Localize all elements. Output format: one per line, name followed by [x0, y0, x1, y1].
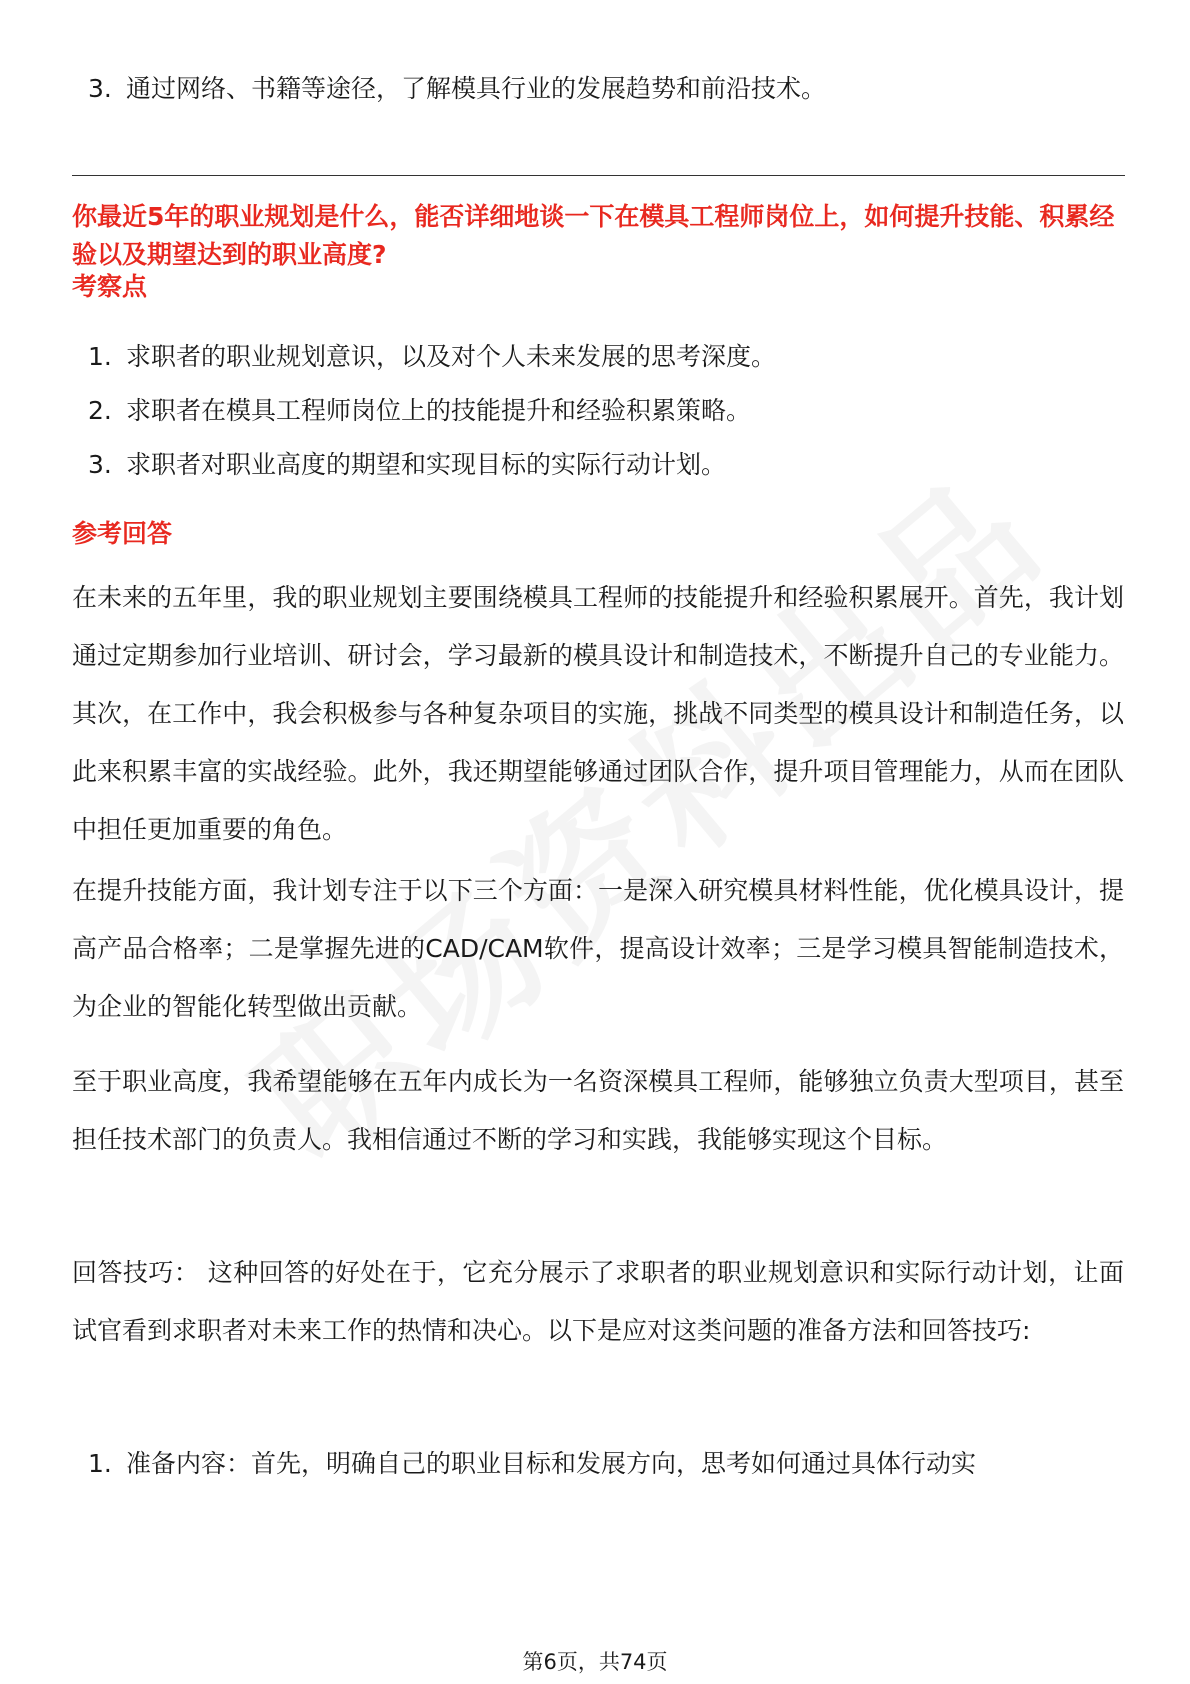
list-text: 求职者对职业高度的期望和实现目标的实际行动计划。 [126, 450, 727, 479]
answer-paragraph: 在未来的五年里，我的职业规划主要围绕模具工程师的技能提升和经验积累展开。首先，我计划通过定期参加行业培训、研讨会，学习最新的模具设计和制造技术，不断提升自己的专业能力。其次，在工作中，我会积极参与各种复杂项目的实施，挑战不同类型的模具设计和制造任务，以此来积累丰富的实战经验。此外，我还期望能够通过团队合作，提升项目管理能力，从而在团队中担任更加重要的角色。 [72, 583, 1124, 844]
question-heading: 你最近5年的职业规划是什么，能否详细地谈一下在模具工程师岗位上，如何提升技能、积累经验以及期望达到的职业高度? [72, 202, 1115, 269]
tips-paragraph: 回答技巧： 这种回答的好处在于，它充分展示了求职者的职业规划意识和实际行动计划，让面试官看到求职者对未来工作的热情和决心。以下是应对这类问题的准备方法和回答技巧: [72, 1258, 1124, 1345]
answer-heading: 参考回答 [72, 519, 173, 548]
list-number: 1. [88, 342, 112, 371]
answer-paragraph: 在提升技能方面，我计划专注于以下三个方面：一是深入研究模具材料性能，优化模具设计，提高产品合格率；二是掌握先进的CAD/CAM软件，提高设计效率；三是学习模具智能制造技术，为企业的智能化转型做出贡献。 [72, 876, 1124, 1021]
list-number: 3. [88, 74, 112, 103]
list-text: 求职者在模具工程师岗位上的技能提升和经验积累策略。 [126, 396, 752, 425]
list-number: 3. [88, 450, 112, 479]
section-divider [72, 175, 1125, 176]
list-text: 通过网络、书籍等途径，了解模具行业的发展趋势和前沿技术。 [126, 74, 827, 103]
focus-heading: 考察点 [72, 272, 148, 301]
page-footer: 第6页，共74页 [522, 1650, 668, 1674]
list-text: 求职者的职业规划意识，以及对个人未来发展的思考深度。 [126, 342, 777, 371]
list-text: 准备内容：首先，明确自己的职业目标和发展方向，思考如何通过具体行动实 [126, 1449, 977, 1478]
list-number: 1. [88, 1449, 112, 1478]
answer-paragraph: 至于职业高度，我希望能够在五年内成长为一名资深模具工程师，能够独立负责大型项目，甚至担任技术部门的负责人。我相信通过不断的学习和实践，我能够实现这个目标。 [72, 1067, 1124, 1154]
list-number: 2. [88, 396, 112, 425]
